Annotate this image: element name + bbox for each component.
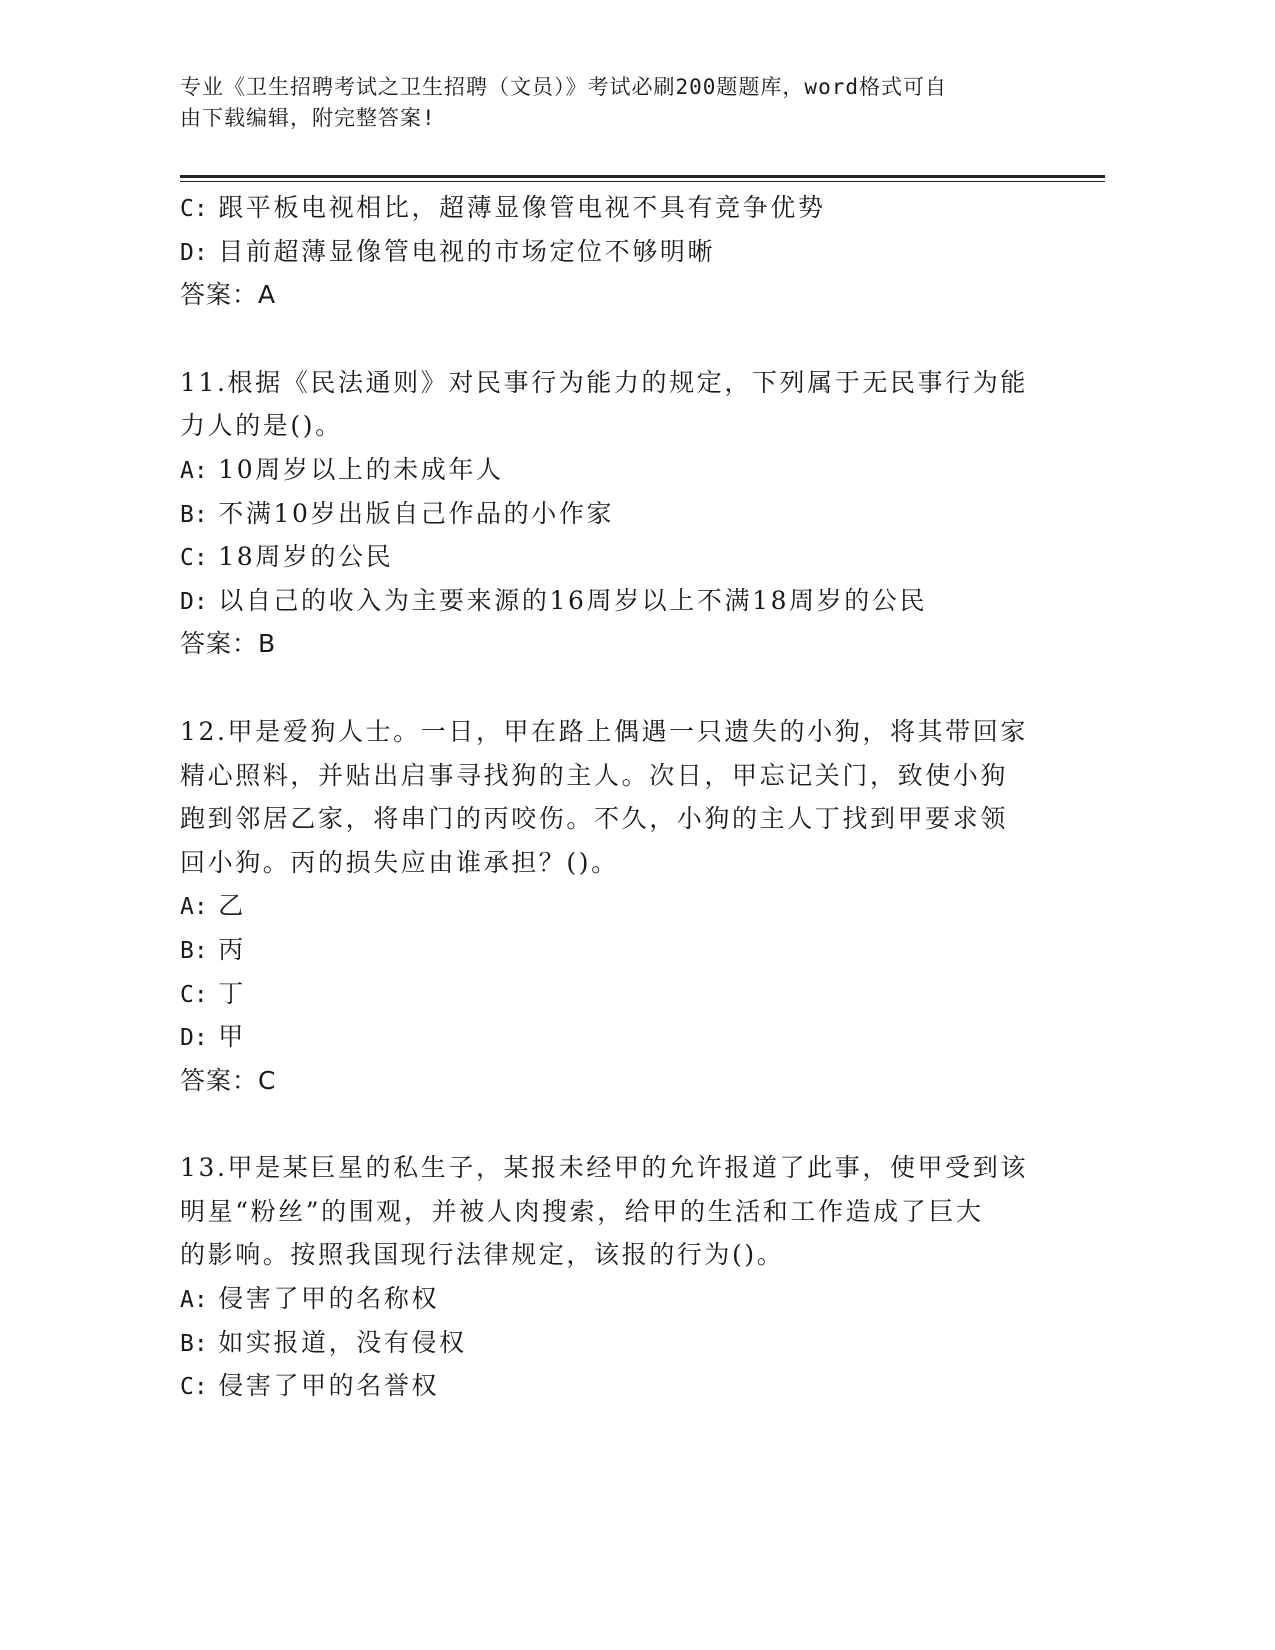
option-letter: C: bbox=[180, 196, 208, 222]
question-stem-line: 力人的是()。 bbox=[180, 411, 343, 441]
option-text: 丙 bbox=[218, 934, 246, 964]
option-letter: B: bbox=[180, 501, 208, 528]
option-a bbox=[180, 884, 1050, 928]
question-stem-line: 跑到邻居乙家，将串门的丙咬伤。不久，小狗的主人丁找到甲要求领 bbox=[180, 804, 1009, 834]
question-stem-line: 13.甲是某巨星的私生子，某报未经甲的允许报道了此事，使甲受到该 bbox=[180, 1153, 1028, 1183]
option-letter: D: bbox=[180, 588, 208, 615]
option-d bbox=[180, 230, 1050, 274]
question-stem-line: 12.甲是爱狗人士。一日，甲在路上偶遇一只遗失的小狗，将其带回家 bbox=[180, 716, 1028, 746]
option-d bbox=[180, 579, 1050, 623]
question-13 bbox=[180, 1146, 1050, 1408]
option-b bbox=[180, 928, 1050, 972]
option-text: 丁 bbox=[218, 978, 246, 1008]
option-text: 乙 bbox=[218, 891, 246, 921]
option-text: 10周岁以上的未成年人 bbox=[218, 454, 504, 484]
question-10 bbox=[180, 186, 1050, 317]
option-a bbox=[180, 448, 1050, 492]
question-11 bbox=[180, 361, 1050, 666]
answer-line: 答案：C bbox=[180, 1065, 277, 1095]
option-letter: B: bbox=[180, 1330, 208, 1357]
option-letter: A: bbox=[180, 1287, 208, 1314]
header-line-1: 专业《卫生招聘考试之卫生招聘（文员）》考试必刷200题题库，word格式可自 bbox=[180, 75, 947, 99]
header-divider-thin bbox=[180, 181, 1105, 182]
header-divider-thick bbox=[180, 175, 1105, 178]
answer-line: 答案：A bbox=[180, 280, 277, 310]
question-content bbox=[180, 186, 1050, 1408]
option-letter: C: bbox=[180, 545, 208, 572]
question-stem-line: 精心照料，并贴出启事寻找狗的主人。次日，甲忘记关门，致使小狗 bbox=[180, 760, 1009, 790]
option-text: 目前超薄显像管电视的市场定位不够明晰 bbox=[218, 236, 716, 266]
option-b bbox=[180, 1321, 1050, 1365]
question-stem-line: 回小狗。丙的损失应由谁承担？()。 bbox=[180, 847, 619, 877]
question-stem-line: 的影响。按照我国现行法律规定，该报的行为()。 bbox=[180, 1240, 785, 1270]
option-letter: C: bbox=[180, 1374, 208, 1401]
option-c bbox=[180, 972, 1050, 1016]
document-header bbox=[180, 72, 1040, 134]
header-line-2: 由下载编辑，附完整答案! bbox=[180, 106, 436, 130]
option-text: 甲 bbox=[218, 1022, 246, 1052]
option-a bbox=[180, 1277, 1050, 1321]
option-text: 18周岁的公民 bbox=[218, 542, 394, 572]
question-stem-line: 11.根据《民法通则》对民事行为能力的规定，下列属于无民事行为能 bbox=[180, 367, 1028, 397]
option-text: 以自己的收入为主要来源的16周岁以上不满18周岁的公民 bbox=[218, 585, 928, 615]
option-letter: D: bbox=[180, 239, 208, 266]
option-letter: C: bbox=[180, 981, 208, 1008]
option-b bbox=[180, 492, 1050, 536]
option-text: 侵害了甲的名称权 bbox=[218, 1284, 440, 1314]
option-c bbox=[180, 186, 1050, 230]
option-text: 侵害了甲的名誉权 bbox=[218, 1371, 440, 1401]
spacer bbox=[180, 666, 1050, 710]
spacer bbox=[180, 1102, 1050, 1146]
option-letter: A: bbox=[180, 457, 208, 484]
option-letter: A: bbox=[180, 894, 208, 921]
option-text: 不满10岁出版自己作品的小作家 bbox=[218, 498, 615, 528]
answer-line: 答案：B bbox=[180, 629, 277, 659]
question-12 bbox=[180, 710, 1050, 1102]
question-stem-line: 明星“粉丝”的围观，并被人肉搜索，给甲的生活和工作造成了巨大 bbox=[180, 1196, 984, 1226]
spacer bbox=[180, 317, 1050, 361]
option-letter: B: bbox=[180, 937, 208, 964]
option-text: 如实报道，没有侵权 bbox=[218, 1327, 467, 1357]
option-c bbox=[180, 535, 1050, 579]
option-text: 跟平板电视相比，超薄显像管电视不具有竞争优势 bbox=[218, 193, 826, 222]
option-letter: D: bbox=[180, 1025, 208, 1052]
option-d bbox=[180, 1015, 1050, 1059]
option-c bbox=[180, 1364, 1050, 1408]
